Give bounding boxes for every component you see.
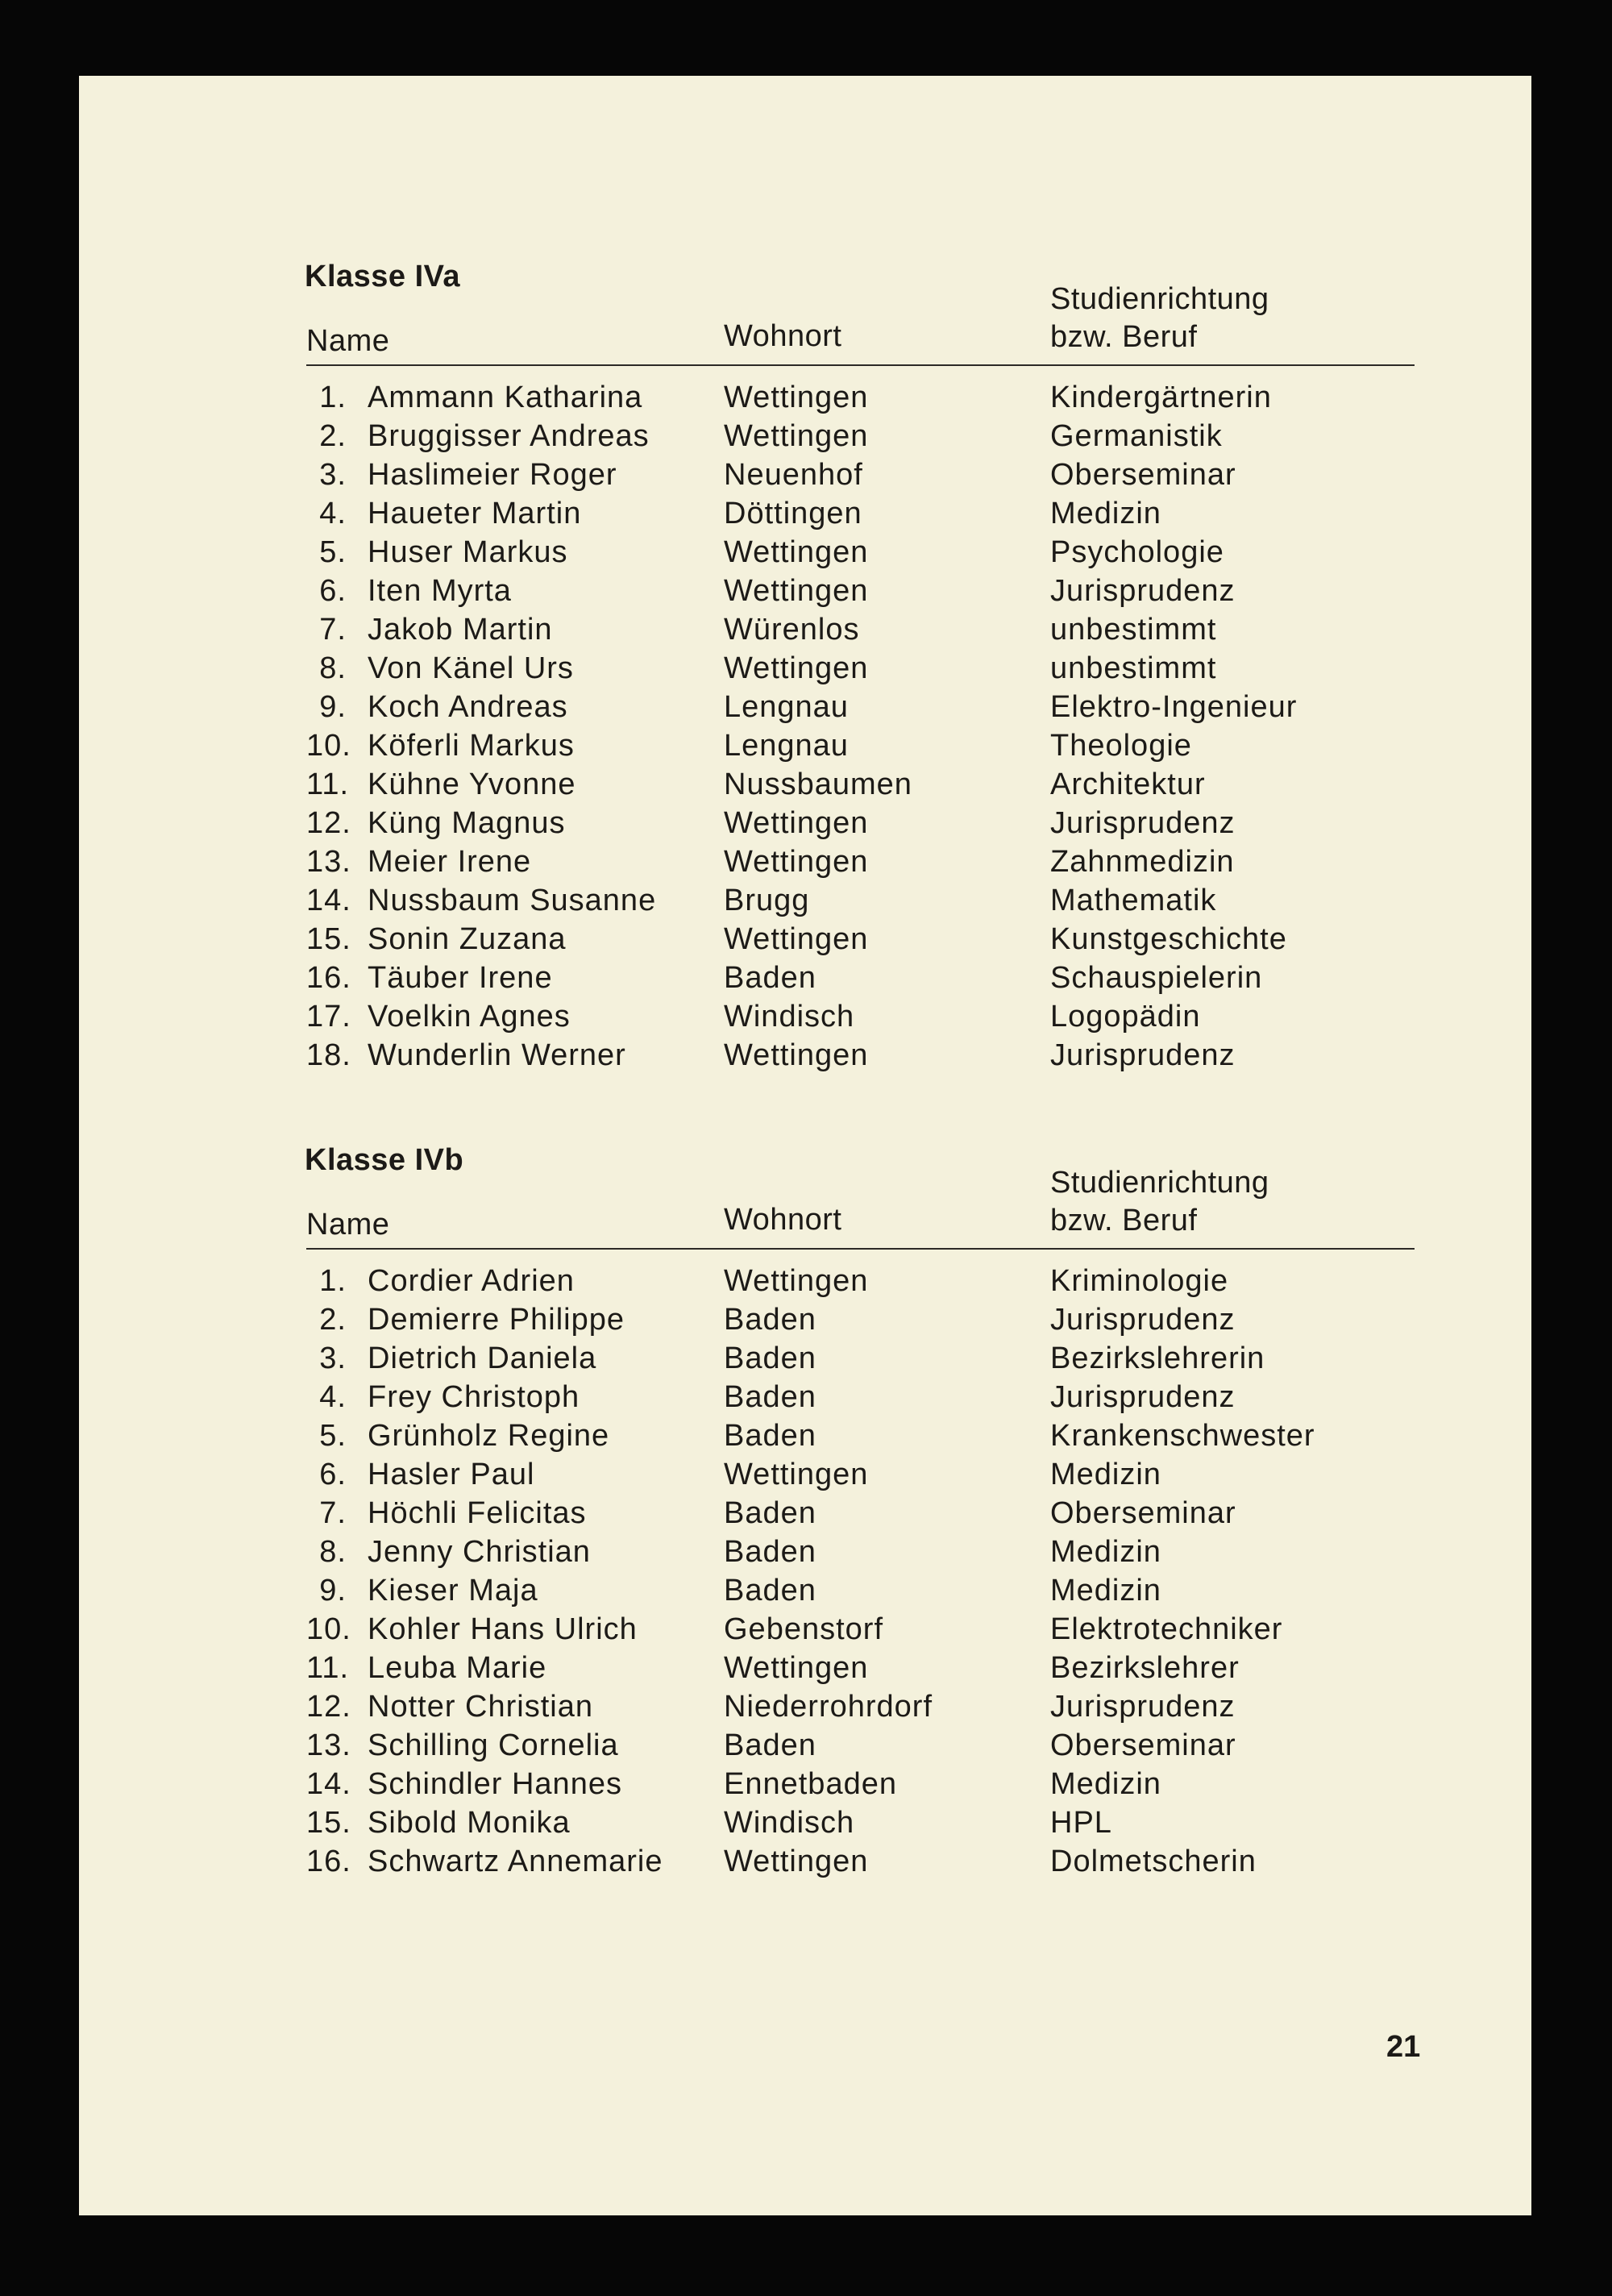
- header-studienrichtung-line1: Studienrichtung: [1050, 1166, 1269, 1200]
- header-divider: [306, 364, 1415, 366]
- class-title: Klasse IVa: [305, 260, 461, 293]
- table-row: [79, 1806, 1531, 1845]
- student-wohnort: Wettingen: [724, 1845, 869, 1878]
- table-row: [79, 690, 1531, 729]
- row-number: 3.: [319, 1341, 347, 1375]
- student-name: Sibold Monika: [368, 1806, 571, 1840]
- student-name: Cordier Adrien: [368, 1264, 575, 1298]
- header-name: Name: [306, 324, 390, 358]
- table-row: [79, 1767, 1531, 1806]
- student-name: Haueter Martin: [368, 497, 582, 530]
- row-number: 7.: [319, 613, 347, 647]
- row-number: 11.: [306, 767, 350, 801]
- student-wohnort: Brugg: [724, 884, 810, 917]
- student-beruf: Jurisprudenz: [1050, 1038, 1236, 1072]
- student-beruf: Jurisprudenz: [1050, 1380, 1236, 1414]
- row-number: 2.: [319, 419, 347, 453]
- table-row: [79, 613, 1531, 651]
- header-divider: [306, 1248, 1415, 1250]
- student-beruf: Zahnmedizin: [1050, 845, 1235, 879]
- row-number: 9.: [319, 1574, 347, 1608]
- student-beruf: Logopädin: [1050, 1000, 1201, 1034]
- student-beruf: Dolmetscherin: [1050, 1845, 1257, 1878]
- row-number: 14.: [306, 884, 351, 917]
- student-name: Kieser Maja: [368, 1574, 538, 1608]
- student-name: Küng Magnus: [368, 806, 566, 840]
- student-wohnort: Baden: [724, 1419, 816, 1453]
- row-number: 15.: [306, 1806, 351, 1840]
- row-number: 13.: [306, 1728, 351, 1762]
- table-row: [79, 1651, 1531, 1690]
- student-name: Haslimeier Roger: [368, 458, 617, 492]
- table-row: [79, 1419, 1531, 1458]
- student-beruf: Bezirkslehrerin: [1050, 1341, 1265, 1375]
- student-wohnort: Wettingen: [724, 922, 869, 956]
- student-name: Wunderlin Werner: [368, 1038, 626, 1072]
- student-beruf: Jurisprudenz: [1050, 1303, 1236, 1337]
- table-row: [79, 419, 1531, 458]
- student-beruf: Medizin: [1050, 1458, 1161, 1491]
- table-row: [79, 574, 1531, 613]
- header-studienrichtung-line2: bzw. Beruf: [1050, 320, 1198, 354]
- row-number: 11.: [306, 1651, 350, 1685]
- student-name: Ammann Katharina: [368, 381, 643, 414]
- student-wohnort: Wettingen: [724, 419, 869, 453]
- header-studienrichtung: [1050, 281, 1269, 356]
- student-name: Kühne Yvonne: [368, 767, 576, 801]
- student-beruf: Architektur: [1050, 767, 1206, 801]
- row-number: 2.: [319, 1303, 347, 1337]
- student-name: Meier Irene: [368, 845, 532, 879]
- student-beruf: Medizin: [1050, 1535, 1161, 1569]
- student-name: Schindler Hannes: [368, 1767, 622, 1801]
- class-title: Klasse IVb: [305, 1143, 464, 1177]
- row-number: 10.: [306, 1612, 351, 1646]
- table-row: [79, 1496, 1531, 1535]
- student-name: Leuba Marie: [368, 1651, 547, 1685]
- student-name: Täuber Irene: [368, 961, 553, 995]
- student-wohnort: Baden: [724, 961, 816, 995]
- header-wohnort: Wohnort: [724, 319, 842, 353]
- student-wohnort: Niederrohrdorf: [724, 1690, 933, 1724]
- student-wohnort: Baden: [724, 1728, 816, 1762]
- student-wohnort: Gebenstorf: [724, 1612, 883, 1646]
- student-beruf: Psychologie: [1050, 535, 1224, 569]
- student-name: Hasler Paul: [368, 1458, 535, 1491]
- table-row: [79, 1612, 1531, 1651]
- table-row: [79, 922, 1531, 961]
- table-row: [79, 1303, 1531, 1341]
- student-name: Demierre Philippe: [368, 1303, 625, 1337]
- table-row: [79, 497, 1531, 535]
- student-beruf: Kindergärtnerin: [1050, 381, 1272, 414]
- table-row: [79, 767, 1531, 806]
- row-number: 4.: [319, 497, 347, 530]
- row-number: 12.: [306, 1690, 351, 1724]
- table-row: [79, 458, 1531, 497]
- student-name: Iten Myrta: [368, 574, 512, 608]
- row-number: 6.: [319, 574, 347, 608]
- row-number: 4.: [319, 1380, 347, 1414]
- table-row: [79, 884, 1531, 922]
- row-number: 18.: [306, 1038, 351, 1072]
- student-list: [79, 1264, 1531, 1883]
- student-name: Frey Christoph: [368, 1380, 580, 1414]
- student-beruf: Schauspielerin: [1050, 961, 1263, 995]
- student-name: Dietrich Daniela: [368, 1341, 597, 1375]
- row-number: 14.: [306, 1767, 351, 1801]
- row-number: 8.: [319, 1535, 347, 1569]
- row-number: 16.: [306, 961, 351, 995]
- student-beruf: Kunstgeschichte: [1050, 922, 1287, 956]
- table-row: [79, 1264, 1531, 1303]
- student-wohnort: Baden: [724, 1496, 816, 1530]
- student-wohnort: Baden: [724, 1535, 816, 1569]
- student-wohnort: Wettingen: [724, 651, 869, 685]
- student-wohnort: Nussbaumen: [724, 767, 912, 801]
- document-page: [79, 76, 1531, 2215]
- student-wohnort: Baden: [724, 1341, 816, 1375]
- student-beruf: Elektrotechniker: [1050, 1612, 1283, 1646]
- table-row: [79, 806, 1531, 845]
- table-row: [79, 961, 1531, 1000]
- table-row: [79, 1574, 1531, 1612]
- row-number: 5.: [319, 535, 347, 569]
- student-name: Nussbaum Susanne: [368, 884, 657, 917]
- row-number: 8.: [319, 651, 347, 685]
- student-beruf: Oberseminar: [1050, 1728, 1236, 1762]
- student-name: Köferli Markus: [368, 729, 575, 763]
- header-studienrichtung-line1: Studienrichtung: [1050, 282, 1269, 316]
- student-name: Schilling Cornelia: [368, 1728, 619, 1762]
- student-wohnort: Wettingen: [724, 1264, 869, 1298]
- table-row: [79, 1690, 1531, 1728]
- row-number: 6.: [319, 1458, 347, 1491]
- table-row: [79, 535, 1531, 574]
- student-wohnort: Wettingen: [724, 574, 869, 608]
- table-row: [79, 1728, 1531, 1767]
- table-row: [79, 651, 1531, 690]
- row-number: 3.: [319, 458, 347, 492]
- student-beruf: unbestimmt: [1050, 613, 1217, 647]
- student-wohnort: Wettingen: [724, 1651, 869, 1685]
- student-wohnort: Ennetbaden: [724, 1767, 897, 1801]
- table-row: [79, 845, 1531, 884]
- row-number: 1.: [319, 381, 347, 414]
- student-beruf: Medizin: [1050, 497, 1161, 530]
- header-name: Name: [306, 1208, 390, 1242]
- student-name: Jakob Martin: [368, 613, 553, 647]
- student-wohnort: Lengnau: [724, 729, 849, 763]
- student-beruf: Elektro-Ingenieur: [1050, 690, 1298, 724]
- table-row: [79, 1380, 1531, 1419]
- student-wohnort: Wettingen: [724, 845, 869, 879]
- student-wohnort: Neuenhof: [724, 458, 863, 492]
- student-wohnort: Wettingen: [724, 535, 869, 569]
- table-row: [79, 1341, 1531, 1380]
- student-beruf: Oberseminar: [1050, 458, 1236, 492]
- student-list: [79, 381, 1531, 1077]
- student-name: Sonin Zuzana: [368, 922, 567, 956]
- student-beruf: Oberseminar: [1050, 1496, 1236, 1530]
- row-number: 5.: [319, 1419, 347, 1453]
- student-wohnort: Wettingen: [724, 806, 869, 840]
- student-beruf: Jurisprudenz: [1050, 574, 1236, 608]
- student-wohnort: Lengnau: [724, 690, 849, 724]
- student-beruf: Krankenschwester: [1050, 1419, 1315, 1453]
- student-beruf: Bezirkslehrer: [1050, 1651, 1240, 1685]
- student-name: Jenny Christian: [368, 1535, 591, 1569]
- student-name: Kohler Hans Ulrich: [368, 1612, 638, 1646]
- student-beruf: Jurisprudenz: [1050, 806, 1236, 840]
- header-studienrichtung: [1050, 1164, 1269, 1240]
- student-wohnort: Wettingen: [724, 1038, 869, 1072]
- row-number: 7.: [319, 1496, 347, 1530]
- table-row: [79, 1845, 1531, 1883]
- header-studienrichtung-line2: bzw. Beruf: [1050, 1204, 1198, 1237]
- row-number: 16.: [306, 1845, 351, 1878]
- table-row: [79, 729, 1531, 767]
- table-row: [79, 1000, 1531, 1038]
- student-beruf: HPL: [1050, 1806, 1112, 1840]
- student-name: Von Känel Urs: [368, 651, 574, 685]
- student-beruf: unbestimmt: [1050, 651, 1217, 685]
- row-number: 1.: [319, 1264, 347, 1298]
- student-wohnort: Windisch: [724, 1806, 855, 1840]
- student-name: Voelkin Agnes: [368, 1000, 571, 1034]
- student-name: Huser Markus: [368, 535, 568, 569]
- student-wohnort: Baden: [724, 1574, 816, 1608]
- student-beruf: Mathematik: [1050, 884, 1217, 917]
- table-row: [79, 1535, 1531, 1574]
- header-wohnort: Wohnort: [724, 1203, 842, 1237]
- student-name: Notter Christian: [368, 1690, 593, 1724]
- table-row: [79, 1458, 1531, 1496]
- student-wohnort: Döttingen: [724, 497, 862, 530]
- row-number: 12.: [306, 806, 351, 840]
- row-number: 13.: [306, 845, 351, 879]
- student-beruf: Germanistik: [1050, 419, 1223, 453]
- table-row: [79, 381, 1531, 419]
- student-name: Bruggisser Andreas: [368, 419, 650, 453]
- student-beruf: Medizin: [1050, 1767, 1161, 1801]
- table-row: [79, 1038, 1531, 1077]
- student-beruf: Jurisprudenz: [1050, 1690, 1236, 1724]
- student-name: Grünholz Regine: [368, 1419, 610, 1453]
- student-name: Höchli Felicitas: [368, 1496, 587, 1530]
- student-wohnort: Wettingen: [724, 381, 869, 414]
- student-name: Schwartz Annemarie: [368, 1845, 663, 1878]
- page-number: 21: [1386, 2030, 1421, 2064]
- student-beruf: Medizin: [1050, 1574, 1161, 1608]
- student-wohnort: Würenlos: [724, 613, 860, 647]
- student-wohnort: Baden: [724, 1380, 816, 1414]
- row-number: 9.: [319, 690, 347, 724]
- row-number: 15.: [306, 922, 351, 956]
- student-wohnort: Baden: [724, 1303, 816, 1337]
- student-name: Koch Andreas: [368, 690, 568, 724]
- student-beruf: Theologie: [1050, 729, 1192, 763]
- row-number: 10.: [306, 729, 351, 763]
- row-number: 17.: [306, 1000, 351, 1034]
- student-wohnort: Wettingen: [724, 1458, 869, 1491]
- student-wohnort: Windisch: [724, 1000, 855, 1034]
- student-beruf: Kriminologie: [1050, 1264, 1229, 1298]
